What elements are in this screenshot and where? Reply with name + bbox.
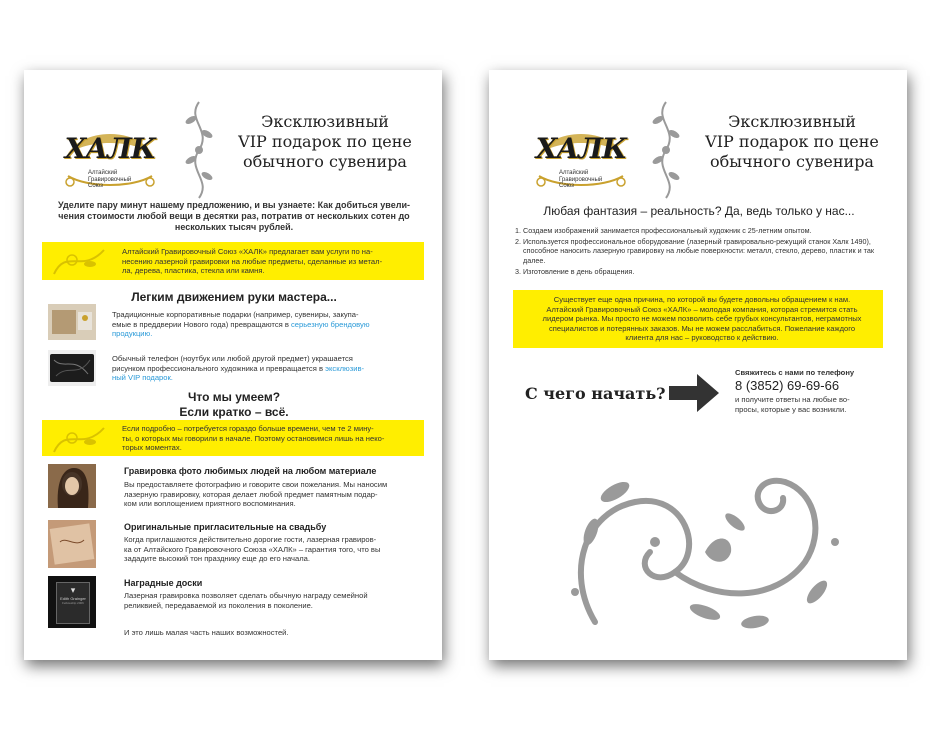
section-heading: [84, 390, 384, 420]
wedding-invitation-photo: [48, 520, 96, 568]
contact-text: [735, 395, 875, 414]
vip-gift-link[interactable]: эксклюзив-: [325, 363, 365, 373]
section-line: зададите высокий тон празднику еще до его начала.: [124, 554, 310, 563]
logo-word: ХАЛК: [535, 132, 627, 165]
para-text: емые в преддверии Нового года) превращаются в: [112, 319, 291, 329]
flourish-ornament-icon: [182, 100, 216, 200]
section-line: Лазерная гравировка позволяет сделать обычную награду семейной: [124, 591, 368, 600]
decorative-flourish-icon: [555, 452, 855, 652]
section-text: [124, 480, 424, 509]
halk-logo: [529, 118, 633, 196]
band-text: [122, 424, 422, 453]
logo-subtitle: [559, 170, 619, 190]
closing-text: И это лишь малая часть наших возможностей.: [124, 628, 289, 637]
band-line: специалистов и потерянных заказов. Мы не можем расслабиться. Пожелание каждого: [548, 323, 856, 333]
highlight-band-details: [42, 420, 424, 456]
band-line: торых моментах.: [122, 443, 182, 452]
para-line: Обычный телефон (ноутбук или любой другой предмет) украшается: [112, 354, 353, 363]
section-heading: Легким движением руки мастера...: [131, 290, 337, 304]
section-title: Оригинальные пригласительные на свадьбу: [124, 522, 327, 532]
logo-sub-line: Алтайский: [88, 170, 118, 176]
page-title: [687, 112, 897, 172]
section-text: [124, 535, 424, 564]
plaque-caption: Fellowship 2006: [62, 601, 84, 605]
title-line: Эксклюзивный: [728, 112, 856, 131]
flyer-page-left: [24, 70, 442, 660]
section-line: Когда приглашаются действительно дорогие гости, лазерная гравиров-: [124, 535, 377, 544]
brand-product-link[interactable]: продукцию.: [112, 329, 153, 338]
band-line: Существует еще одна причина, по которой вы будете довольны обращением к нам.: [553, 295, 851, 304]
title-line: обычного сувенира: [710, 152, 874, 171]
intro-text: [54, 200, 414, 233]
intro-line: чения стоимости любой вещи в десятки раз, потратив от нескольких сотен до: [58, 211, 410, 221]
logo-word: ХАЛК: [64, 132, 156, 165]
advantages-list: [509, 226, 883, 278]
contact-line: и получите ответы на любые во-: [735, 395, 850, 404]
title-line: Эксклюзивный: [261, 112, 389, 131]
highlight-band-reason: [513, 290, 883, 348]
logo-sub-line: Союз: [559, 183, 574, 189]
intro-line: нескольких тысяч рублей.: [174, 222, 294, 232]
flourish-ornament-icon: [649, 100, 683, 200]
contact-line: просы, которые у вас возникли.: [735, 404, 847, 414]
band-line: Если подробно – потребуется гораздо больше времени, чем те 2 мину-: [122, 424, 374, 433]
logo-sub-line: Союз: [88, 183, 103, 189]
para-line: [112, 320, 422, 330]
flourish-ornament-icon: [52, 244, 106, 278]
band-line: Алтайский Гравировочный Союз «ХАЛК» – молодая компания, которая стремится стать: [546, 304, 858, 314]
award-plaque-photo: [48, 576, 96, 628]
contact-label: Свяжитесь с нами по телефону: [735, 368, 855, 377]
section-line: ка от Алтайского Гравировочного Союза «ХАЛК» – гарантия того, что вы: [124, 544, 381, 554]
list-item: 3. Изготовление в день обращения.: [523, 267, 883, 276]
portrait-photo: [48, 464, 96, 508]
band-line: Алтайский Гравировочный Союз «ХАЛК» предлагает вам услуги по на-: [122, 247, 373, 256]
band-line: ла, дерева, пластика, стекла или камня.: [122, 266, 265, 275]
para-line: [112, 329, 422, 339]
para-line: [112, 364, 422, 374]
engraved-laptop-photo: [48, 350, 96, 386]
paragraph-phone-engraving: [112, 354, 422, 383]
para-line: Традиционные корпоративные подарки (например, сувениры, закупа-: [112, 310, 359, 319]
plaque-frame: [56, 582, 90, 624]
section-line: ком или воплощением приятного воспоминания.: [124, 499, 296, 508]
section-line: реликвией, передаваемой из поколения в поколение.: [124, 600, 313, 610]
section-text: [124, 591, 424, 610]
gift-box-photo: [48, 304, 96, 340]
band-text: [122, 247, 422, 276]
band-line: лидером рынка. Мы просто не можем позволить себе грубых консультантов, неграмотных: [542, 314, 862, 323]
list-item: 1. Создаем изображений занимается профессиональный художник с 25-летним опытом.: [523, 226, 883, 235]
highlight-band-services: [42, 242, 424, 280]
heading-line: Если кратко – всё.: [179, 405, 289, 419]
flyer-page-right: [489, 70, 907, 660]
title-line: VIP подарок по цене: [705, 132, 879, 151]
intro-line: Уделите пару минут нашему предложению, и вы узнаете: Как добиться увели-: [58, 200, 410, 210]
para-line: [112, 373, 422, 383]
para-text: рисунком профессионального художника и превращается в: [112, 363, 326, 373]
call-to-action-heading: С чего начать?: [525, 384, 666, 403]
section-title: Гравировка фото любимых людей на любом материале: [124, 466, 377, 476]
heading-line: Что мы умеем?: [187, 390, 281, 404]
title-line: обычного сувенира: [243, 152, 407, 171]
logo-subtitle: [88, 170, 148, 190]
paragraph-corporate-gifts: [112, 310, 422, 339]
arrow-right-icon: [669, 374, 719, 412]
flourish-ornament-icon: [52, 422, 106, 456]
title-line: VIP подарок по цене: [238, 132, 412, 151]
band-line: ты, о которых мы говорили в начале. Поэтому остановимся лишь на неко-: [122, 433, 385, 443]
brand-product-link[interactable]: серьезную брендовую: [290, 319, 370, 329]
band-text: [527, 295, 877, 343]
section-line: Вы предоставляете фотографию и говорите свои пожелания. Мы наносим: [124, 480, 388, 489]
plaque-emblem-icon: ▾: [70, 585, 76, 595]
section-title: Наградные доски: [124, 578, 203, 588]
band-line: клиента для нас – руководство к действию.: [625, 333, 779, 342]
logo-sub-line: Гравировочный: [559, 176, 603, 183]
vip-gift-link[interactable]: ный VIP подарок.: [112, 373, 173, 382]
logo-sub-line: Алтайский: [559, 170, 589, 176]
section-heading: Любая фантазия – реальность? Да, ведь только у нас...: [543, 204, 855, 218]
page-title: [220, 112, 430, 172]
band-line: несению лазерной гравировки на любые предметы, сделанные из метал-: [122, 256, 383, 266]
section-line: лазерную гравировку, которая делает любой предмет памятным подар-: [124, 489, 378, 499]
logo-sub-line: Гравировочный: [88, 176, 132, 183]
list-item: 2. Используется профессиональное оборудование (лазерный гравировально-режущий станок Халк 1490), способное наносить лазерную гравировку на любые поверхности: металл, стекло, дерево, пластик и так далее.: [523, 237, 883, 265]
halk-logo: [58, 118, 162, 196]
phone-number[interactable]: 8 (3852) 69-69-66: [735, 378, 840, 393]
plaque-name: Edith Grainger: [60, 596, 86, 601]
